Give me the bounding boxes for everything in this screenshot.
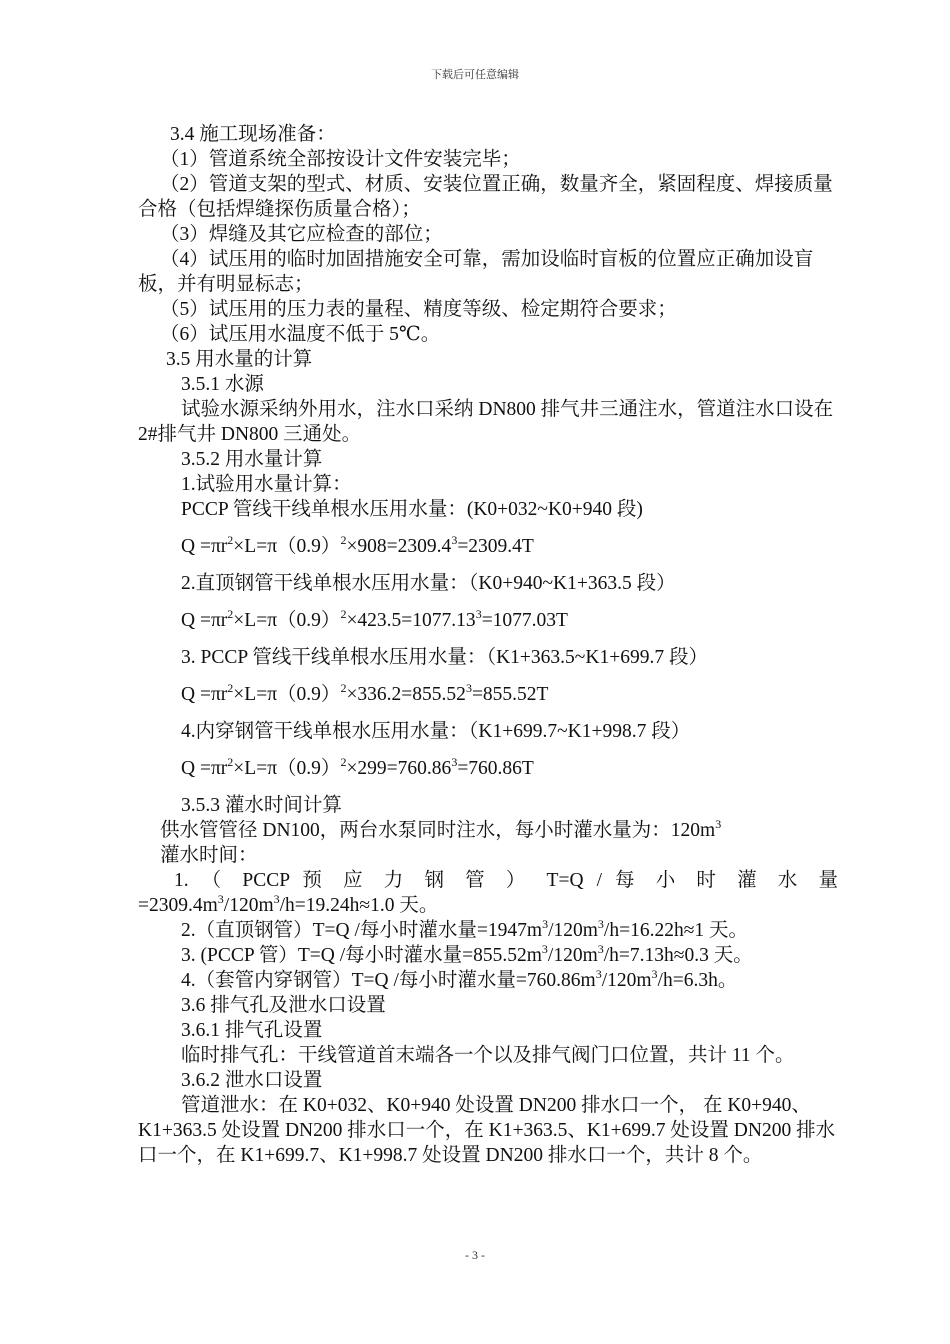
drain-paragraph: 管道泄水：在 K0+032、K0+940 处设置 DN200 排水口一个， 在 K0+940、K1+363.5 处设置 DN200 排水口一个，在 K1+363.5、K1+699.7 处设置 DN200 排水口一个，在 K1+699.7、K1+998.7 处设置 DN200 排水口一个，共计 8 个。 bbox=[138, 1095, 836, 1166]
list-item: （2）管道支架的型式、材质、安装位置正确，数量齐全，紧固程度、焊接质量合格（包括焊缝探伤质量合格）； bbox=[138, 174, 833, 220]
water-source-paragraph: 试验水源采纳外用水，注水口采纳 DN800 排气井三通注水，管道注水口设在 2#排气井 DN800 三通处。 bbox=[138, 399, 834, 445]
section-3-5-2-title: 3.5.2 用水量计算 bbox=[181, 449, 323, 470]
list-item: （1）管道系统全部按设计文件安装完毕； bbox=[160, 149, 521, 170]
fill-time-1-result: $=2309.4m^3/120m^3/h=19.24h\approx 1.0$ 天。 bbox=[138, 892, 439, 916]
section-3-5-title: 3.5 用水量的计算 bbox=[166, 349, 313, 370]
calc-formula-1: $Q =\pi r^2\times L=\pi(0.9)^2\times 908=2309.4^3=2309.4T$ bbox=[181, 533, 534, 557]
calc-formula-4: $Q =\pi r^2\times L=\pi(0.9)^2\times 299=760.86^3=760.86T$ bbox=[181, 755, 534, 779]
calc-subtitle: 1.试验用水量计算： bbox=[181, 474, 352, 495]
vent-paragraph: 临时排气孔：干线管道首末端各一个以及排气阀门口位置，共计 11 个。 bbox=[181, 1045, 795, 1066]
document-body bbox=[138, 122, 838, 1168]
calc-label-2: 2.直顶钢管干线单根水压用水量：（K0+940~K1+363.5 段） bbox=[181, 573, 676, 594]
supply-paragraph: 供水管管径 DN100，两台水泵同时注水，每小时灌水量为：$120m^3$ bbox=[160, 817, 722, 841]
calc-label-3: 3. PCCP 管线干线单根水压用水量：（K1+363.5~K1+699.7 段） bbox=[181, 647, 708, 668]
section-3-5-1-title: 3.5.1 水源 bbox=[181, 374, 264, 395]
section-3-6-2-title: 3.6.2 泄水口设置 bbox=[181, 1070, 323, 1091]
page-header: 下载后可任意编辑 bbox=[431, 68, 519, 81]
section-3-5-3-title: 3.5.3 灌水时间计算 bbox=[181, 795, 342, 816]
calc-formula-2: $Q =\pi r^2\times L=\pi(0.9)^2\times 423.5=1077.13^3=1077.03T$ bbox=[181, 607, 568, 631]
fill-time-label: 灌水时间： bbox=[160, 845, 258, 866]
calc-formula-3: $Q =\pi r^2\times L=\pi(0.9)^2\times 336.2=855.52^3=855.52T$ bbox=[181, 681, 549, 705]
fill-time-1-head: 1. （ PCCP 预 应 力 钢 管 ） T=Q / 每 小 时 灌 水 量 bbox=[174, 870, 838, 891]
fill-time-3: 3. (PCCP 管）T=Q /每小时灌水量$=855.52m^3/120m^3/h=7.13h\approx 0.3$ 天。 bbox=[181, 942, 753, 966]
calc-label-1: PCCP 管线干线单根水压用水量：(K0+032~K0+940 段) bbox=[181, 499, 643, 520]
list-item: （5）试压用的压力表的量程、精度等级、检定期符合要求； bbox=[160, 299, 677, 320]
list-item: （4）试压用的临时加固措施安全可靠，需加设临时盲板的位置应正确加设盲板，并有明显标志； bbox=[138, 249, 814, 295]
section-3-6-1-title: 3.6.1 排气孔设置 bbox=[181, 1020, 323, 1041]
list-item: （6）试压用水温度不低于 5℃。 bbox=[160, 324, 441, 345]
list-item: （3）焊缝及其它应检查的部位； bbox=[160, 224, 443, 245]
section-3-6-title: 3.6 排气孔及泄水口设置 bbox=[181, 995, 386, 1016]
section-3-4-title: 3.4 施工现场准备： bbox=[170, 124, 336, 145]
calc-label-4: 4.内穿钢管干线单根水压用水量：（K1+699.7~K1+998.7 段） bbox=[181, 721, 691, 742]
fill-time-2: 2.（直顶钢管）T=Q /每小时灌水量$=1947m^3/120m^3/h=16.22h\approx 1$ 天。 bbox=[181, 917, 749, 941]
page-number: - 3 - bbox=[465, 1248, 485, 1262]
fill-time-4: 4.（套管内穿钢管）T=Q /每小时灌水量$=760.86m^3/120m^3/h=6.3h$。 bbox=[181, 967, 738, 991]
